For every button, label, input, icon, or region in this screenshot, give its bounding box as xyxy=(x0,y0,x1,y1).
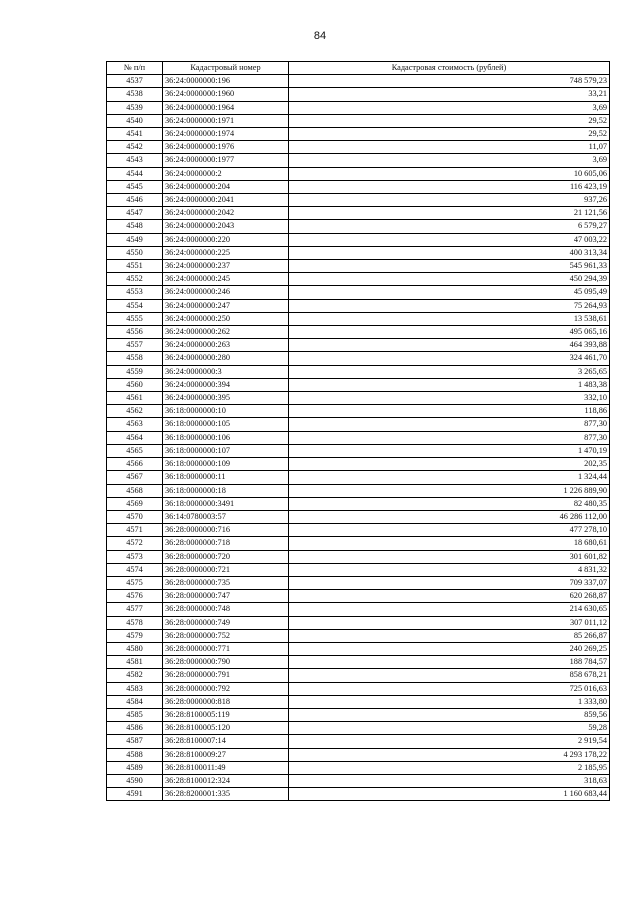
cadastral-value-cell: 318,63 xyxy=(289,774,610,787)
row-number-cell: 4571 xyxy=(107,524,163,537)
table-header xyxy=(107,62,610,75)
table-row xyxy=(107,748,610,761)
table-row xyxy=(107,339,610,352)
cadastral-value-cell: 1 226 889,90 xyxy=(289,484,610,497)
cadastral-number-cell: 36:28:8200001:335 xyxy=(163,788,289,801)
cadastral-number-cell: 36:18:0000000:10 xyxy=(163,405,289,418)
cadastral-value-cell: 495 065,16 xyxy=(289,326,610,339)
table-row xyxy=(107,537,610,550)
cadastral-value-cell: 21 121,56 xyxy=(289,207,610,220)
cadastral-number-cell: 36:28:0000000:792 xyxy=(163,682,289,695)
cadastral-value-cell: 859,56 xyxy=(289,708,610,721)
cadastral-number-cell: 36:24:0000000:1974 xyxy=(163,128,289,141)
table-row xyxy=(107,458,610,471)
cadastral-value-cell: 477 278,10 xyxy=(289,524,610,537)
row-number-cell: 4538 xyxy=(107,88,163,101)
table-row xyxy=(107,444,610,457)
cadastral-value-cell: 545 961,33 xyxy=(289,260,610,273)
row-number-cell: 4549 xyxy=(107,233,163,246)
table-row xyxy=(107,167,610,180)
row-number-cell: 4590 xyxy=(107,774,163,787)
row-number-cell: 4557 xyxy=(107,339,163,352)
table-row xyxy=(107,484,610,497)
cadastral-number-cell: 36:28:8100012:324 xyxy=(163,774,289,787)
table-row xyxy=(107,405,610,418)
table-row xyxy=(107,629,610,642)
cadastral-value-cell: 1 483,38 xyxy=(289,378,610,391)
cadastral-value-cell: 116 423,19 xyxy=(289,180,610,193)
table-row xyxy=(107,88,610,101)
row-number-cell: 4555 xyxy=(107,312,163,325)
cadastral-number-cell: 36:28:0000000:790 xyxy=(163,656,289,669)
cadastral-number-cell: 36:24:0000000:262 xyxy=(163,326,289,339)
cadastral-value-cell: 13 538,61 xyxy=(289,312,610,325)
cadastral-number-cell: 36:28:0000000:771 xyxy=(163,642,289,655)
table-row xyxy=(107,286,610,299)
table-row xyxy=(107,471,610,484)
row-number-cell: 4581 xyxy=(107,656,163,669)
cadastral-value-cell: 332,10 xyxy=(289,392,610,405)
cadastral-value-cell: 2 919,54 xyxy=(289,735,610,748)
row-number-cell: 4591 xyxy=(107,788,163,801)
cadastral-value-cell: 1 324,44 xyxy=(289,471,610,484)
table-row xyxy=(107,154,610,167)
cadastral-value-cell: 709 337,07 xyxy=(289,576,610,589)
cadastral-value-cell: 877,30 xyxy=(289,418,610,431)
cadastral-number-cell: 36:14:0780003:57 xyxy=(163,510,289,523)
table-row xyxy=(107,352,610,365)
table-row xyxy=(107,616,610,629)
cadastral-value-table xyxy=(106,61,610,801)
table-row xyxy=(107,788,610,801)
cadastral-number-cell: 36:24:0000000:2 xyxy=(163,167,289,180)
cadastral-value-cell: 214 630,65 xyxy=(289,603,610,616)
cadastral-value-cell: 3,69 xyxy=(289,101,610,114)
row-number-cell: 4541 xyxy=(107,128,163,141)
header-cadastral-value: Кадастровая стоимость (рублей) xyxy=(289,62,610,75)
cadastral-value-cell: 46 286 112,00 xyxy=(289,510,610,523)
table-row xyxy=(107,365,610,378)
row-number-cell: 4540 xyxy=(107,114,163,127)
row-number-cell: 4551 xyxy=(107,260,163,273)
cadastral-value-cell: 937,26 xyxy=(289,194,610,207)
cadastral-number-cell: 36:28:8100005:119 xyxy=(163,708,289,721)
table-row xyxy=(107,682,610,695)
cadastral-number-cell: 36:28:8100011:49 xyxy=(163,761,289,774)
cadastral-value-cell: 1 470,19 xyxy=(289,444,610,457)
cadastral-number-cell: 36:28:0000000:721 xyxy=(163,563,289,576)
cadastral-value-cell: 47 003,22 xyxy=(289,233,610,246)
table-row xyxy=(107,326,610,339)
cadastral-number-cell: 36:24:0000000:1971 xyxy=(163,114,289,127)
table-row xyxy=(107,603,610,616)
cadastral-number-cell: 36:28:0000000:747 xyxy=(163,590,289,603)
table-row xyxy=(107,431,610,444)
row-number-cell: 4568 xyxy=(107,484,163,497)
cadastral-value-cell: 6 579,27 xyxy=(289,220,610,233)
cadastral-value-cell: 3 265,65 xyxy=(289,365,610,378)
cadastral-value-cell: 1 160 683,44 xyxy=(289,788,610,801)
cadastral-number-cell: 36:28:0000000:791 xyxy=(163,669,289,682)
table-row xyxy=(107,774,610,787)
row-number-cell: 4578 xyxy=(107,616,163,629)
row-number-cell: 4574 xyxy=(107,563,163,576)
cadastral-value-cell: 748 579,23 xyxy=(289,75,610,88)
table-row xyxy=(107,708,610,721)
cadastral-value-cell: 2 185,95 xyxy=(289,761,610,774)
cadastral-number-cell: 36:28:0000000:748 xyxy=(163,603,289,616)
cadastral-value-cell: 4 831,32 xyxy=(289,563,610,576)
row-number-cell: 4560 xyxy=(107,378,163,391)
table-row xyxy=(107,260,610,273)
row-number-cell: 4566 xyxy=(107,458,163,471)
table-row xyxy=(107,75,610,88)
cadastral-value-cell: 307 011,12 xyxy=(289,616,610,629)
cadastral-number-cell: 36:24:0000000:204 xyxy=(163,180,289,193)
table-row xyxy=(107,510,610,523)
table-row xyxy=(107,418,610,431)
cadastral-value-cell: 324 461,70 xyxy=(289,352,610,365)
row-number-cell: 4547 xyxy=(107,207,163,220)
row-number-cell: 4579 xyxy=(107,629,163,642)
cadastral-number-cell: 36:24:0000000:3 xyxy=(163,365,289,378)
table-row xyxy=(107,669,610,682)
cadastral-number-cell: 36:24:0000000:263 xyxy=(163,339,289,352)
cadastral-number-cell: 36:24:0000000:245 xyxy=(163,273,289,286)
cadastral-number-cell: 36:28:0000000:735 xyxy=(163,576,289,589)
cadastral-value-cell: 59,28 xyxy=(289,722,610,735)
row-number-cell: 4537 xyxy=(107,75,163,88)
table-row xyxy=(107,312,610,325)
table-row xyxy=(107,576,610,589)
cadastral-value-cell: 29,52 xyxy=(289,114,610,127)
cadastral-value-cell: 85 266,87 xyxy=(289,629,610,642)
cadastral-number-cell: 36:24:0000000:394 xyxy=(163,378,289,391)
cadastral-value-cell: 620 268,87 xyxy=(289,590,610,603)
page-number: 84 xyxy=(313,30,327,42)
cadastral-value-cell: 45 095,49 xyxy=(289,286,610,299)
cadastral-number-cell: 36:24:0000000:247 xyxy=(163,299,289,312)
row-number-cell: 4546 xyxy=(107,194,163,207)
row-number-cell: 4583 xyxy=(107,682,163,695)
row-number-cell: 4586 xyxy=(107,722,163,735)
table-row xyxy=(107,220,610,233)
table-row xyxy=(107,642,610,655)
cadastral-number-cell: 36:24:0000000:1976 xyxy=(163,141,289,154)
cadastral-value-cell: 450 294,39 xyxy=(289,273,610,286)
row-number-cell: 4550 xyxy=(107,246,163,259)
cadastral-value-cell: 82 480,35 xyxy=(289,497,610,510)
row-number-cell: 4544 xyxy=(107,167,163,180)
row-number-cell: 4542 xyxy=(107,141,163,154)
cadastral-number-cell: 36:28:0000000:720 xyxy=(163,550,289,563)
cadastral-value-cell: 4 293 178,22 xyxy=(289,748,610,761)
row-number-cell: 4585 xyxy=(107,708,163,721)
cadastral-value-cell: 11,07 xyxy=(289,141,610,154)
cadastral-number-cell: 36:24:0000000:2041 xyxy=(163,194,289,207)
cadastral-value-cell: 33,21 xyxy=(289,88,610,101)
header-row-number: № п/п xyxy=(107,62,163,75)
cadastral-value-cell: 118,86 xyxy=(289,405,610,418)
cadastral-value-cell: 1 333,80 xyxy=(289,695,610,708)
table-row xyxy=(107,128,610,141)
row-number-cell: 4567 xyxy=(107,471,163,484)
cadastral-value-cell: 202,35 xyxy=(289,458,610,471)
row-number-cell: 4545 xyxy=(107,180,163,193)
cadastral-number-cell: 36:24:0000000:237 xyxy=(163,260,289,273)
table-row xyxy=(107,550,610,563)
row-number-cell: 4564 xyxy=(107,431,163,444)
cadastral-value-cell: 725 016,63 xyxy=(289,682,610,695)
table-row xyxy=(107,656,610,669)
row-number-cell: 4587 xyxy=(107,735,163,748)
cadastral-value-cell: 29,52 xyxy=(289,128,610,141)
table-row xyxy=(107,735,610,748)
header-cadastral-number: Кадастровый номер xyxy=(163,62,289,75)
table-row xyxy=(107,141,610,154)
row-number-cell: 4589 xyxy=(107,761,163,774)
row-number-cell: 4559 xyxy=(107,365,163,378)
cadastral-number-cell: 36:18:0000000:107 xyxy=(163,444,289,457)
cadastral-number-cell: 36:28:0000000:718 xyxy=(163,537,289,550)
cadastral-value-cell: 877,30 xyxy=(289,431,610,444)
cadastral-value-cell: 301 601,82 xyxy=(289,550,610,563)
table-row xyxy=(107,246,610,259)
cadastral-number-cell: 36:18:0000000:105 xyxy=(163,418,289,431)
cadastral-number-cell: 36:18:0000000:109 xyxy=(163,458,289,471)
cadastral-value-cell: 464 393,88 xyxy=(289,339,610,352)
table-row xyxy=(107,497,610,510)
table-row xyxy=(107,233,610,246)
table-body xyxy=(107,75,610,801)
cadastral-number-cell: 36:24:0000000:1964 xyxy=(163,101,289,114)
row-number-cell: 4562 xyxy=(107,405,163,418)
table-row xyxy=(107,695,610,708)
table-row xyxy=(107,722,610,735)
row-number-cell: 4573 xyxy=(107,550,163,563)
row-number-cell: 4552 xyxy=(107,273,163,286)
cadastral-number-cell: 36:18:0000000:18 xyxy=(163,484,289,497)
row-number-cell: 4577 xyxy=(107,603,163,616)
header-row xyxy=(107,62,610,75)
cadastral-number-cell: 36:24:0000000:2043 xyxy=(163,220,289,233)
cadastral-number-cell: 36:28:8100005:120 xyxy=(163,722,289,735)
table-row xyxy=(107,524,610,537)
row-number-cell: 4584 xyxy=(107,695,163,708)
row-number-cell: 4575 xyxy=(107,576,163,589)
table-row xyxy=(107,273,610,286)
cadastral-number-cell: 36:24:0000000:1960 xyxy=(163,88,289,101)
table-row xyxy=(107,114,610,127)
cadastral-number-cell: 36:24:0000000:1977 xyxy=(163,154,289,167)
cadastral-number-cell: 36:18:0000000:106 xyxy=(163,431,289,444)
table-row xyxy=(107,207,610,220)
row-number-cell: 4582 xyxy=(107,669,163,682)
table-row xyxy=(107,761,610,774)
table-row xyxy=(107,194,610,207)
row-number-cell: 4588 xyxy=(107,748,163,761)
cadastral-value-cell: 75 264,93 xyxy=(289,299,610,312)
cadastral-value-cell: 188 784,57 xyxy=(289,656,610,669)
row-number-cell: 4570 xyxy=(107,510,163,523)
row-number-cell: 4580 xyxy=(107,642,163,655)
table-row xyxy=(107,392,610,405)
table-row xyxy=(107,101,610,114)
table-row xyxy=(107,590,610,603)
row-number-cell: 4553 xyxy=(107,286,163,299)
cadastral-number-cell: 36:24:0000000:250 xyxy=(163,312,289,325)
cadastral-number-cell: 36:28:8100007:14 xyxy=(163,735,289,748)
cadastral-value-cell: 3,69 xyxy=(289,154,610,167)
cadastral-number-cell: 36:24:0000000:280 xyxy=(163,352,289,365)
cadastral-value-cell: 18 680,61 xyxy=(289,537,610,550)
cadastral-number-cell: 36:18:0000000:11 xyxy=(163,471,289,484)
row-number-cell: 4554 xyxy=(107,299,163,312)
cadastral-number-cell: 36:24:0000000:395 xyxy=(163,392,289,405)
table-row xyxy=(107,563,610,576)
row-number-cell: 4548 xyxy=(107,220,163,233)
row-number-cell: 4543 xyxy=(107,154,163,167)
cadastral-number-cell: 36:24:0000000:196 xyxy=(163,75,289,88)
row-number-cell: 4558 xyxy=(107,352,163,365)
cadastral-number-cell: 36:24:0000000:2042 xyxy=(163,207,289,220)
cadastral-number-cell: 36:18:0000000:3491 xyxy=(163,497,289,510)
cadastral-value-cell: 240 269,25 xyxy=(289,642,610,655)
cadastral-number-cell: 36:28:8100009:27 xyxy=(163,748,289,761)
cadastral-number-cell: 36:24:0000000:220 xyxy=(163,233,289,246)
row-number-cell: 4539 xyxy=(107,101,163,114)
row-number-cell: 4569 xyxy=(107,497,163,510)
cadastral-number-cell: 36:24:0000000:246 xyxy=(163,286,289,299)
cadastral-value-cell: 10 605,06 xyxy=(289,167,610,180)
row-number-cell: 4561 xyxy=(107,392,163,405)
row-number-cell: 4556 xyxy=(107,326,163,339)
table-row xyxy=(107,180,610,193)
row-number-cell: 4576 xyxy=(107,590,163,603)
row-number-cell: 4563 xyxy=(107,418,163,431)
row-number-cell: 4565 xyxy=(107,444,163,457)
table-row xyxy=(107,299,610,312)
cadastral-number-cell: 36:28:0000000:818 xyxy=(163,695,289,708)
cadastral-value-cell: 858 678,21 xyxy=(289,669,610,682)
cadastral-number-cell: 36:28:0000000:752 xyxy=(163,629,289,642)
row-number-cell: 4572 xyxy=(107,537,163,550)
cadastral-value-cell: 400 313,34 xyxy=(289,246,610,259)
table-row xyxy=(107,378,610,391)
cadastral-number-cell: 36:28:0000000:716 xyxy=(163,524,289,537)
cadastral-number-cell: 36:24:0000000:225 xyxy=(163,246,289,259)
cadastral-number-cell: 36:28:0000000:749 xyxy=(163,616,289,629)
